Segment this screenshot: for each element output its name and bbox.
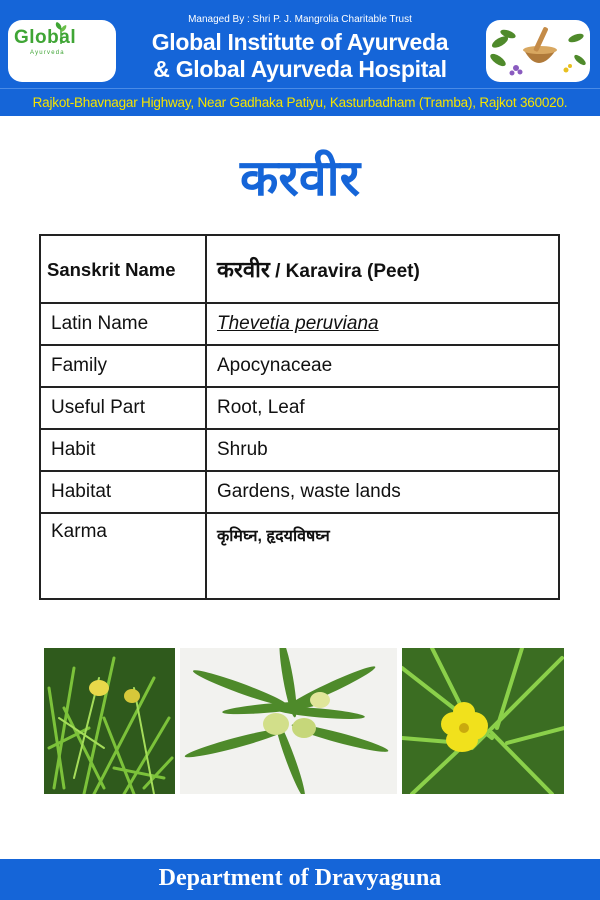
latin-name-text: Thevetia peruviana xyxy=(217,313,379,334)
table-row xyxy=(40,345,559,387)
habit-label: Habit xyxy=(40,429,206,471)
family-label: Family xyxy=(40,345,206,387)
logo-subtext: Ayurveda xyxy=(30,50,65,56)
department-name: Department of Dravyaguna xyxy=(158,865,442,891)
table-row xyxy=(40,471,559,513)
karma-label: Karma xyxy=(40,513,206,599)
karma-value: कृमिघ्न, हृदयविषघ्न xyxy=(206,513,559,599)
latin-name-value xyxy=(206,303,559,345)
sanskrit-name-value xyxy=(206,235,559,303)
sanskrit-name-label: Sanskrit Name xyxy=(40,235,206,303)
address-bar xyxy=(0,88,600,116)
thevetia-bush-photo xyxy=(44,648,175,794)
header-banner xyxy=(0,0,600,88)
family-value: Apocynaceae xyxy=(206,345,559,387)
table-row xyxy=(40,303,559,345)
sanskrit-name-hindi: करवीर xyxy=(217,257,270,282)
useful-part-value: Root, Leaf xyxy=(206,387,559,429)
institute-title: Global Institute of Ayurveda xyxy=(151,29,449,55)
table-row xyxy=(40,513,559,599)
table-row xyxy=(40,429,559,471)
latin-name-label: Latin Name xyxy=(40,303,206,345)
table-row xyxy=(40,235,559,303)
plant-name-heading: करवीर xyxy=(239,150,361,206)
address-text: Rajkot-Bhavnagar Highway, Near Gadhaka Patiyu, Kasturbadham (Tramba), Rajkot 360020. xyxy=(32,95,568,110)
managed-by-text: Managed By : Shri P. J. Mangrolia Charitable Trust xyxy=(188,14,412,25)
thevetia-leaves-fruit-photo xyxy=(180,648,397,794)
plant-info-table xyxy=(39,234,560,600)
herbs-mortar-image xyxy=(486,20,590,82)
thevetia-yellow-flower-photo xyxy=(402,648,564,794)
logo-wordmark: Global xyxy=(14,27,77,48)
footer-banner xyxy=(0,859,600,900)
sanskrit-name-translit: / Karavira (Peet) xyxy=(269,261,420,282)
habit-value: Shrub xyxy=(206,429,559,471)
habitat-label: Habitat xyxy=(40,471,206,513)
habitat-value: Gardens, waste lands xyxy=(206,471,559,513)
table-row xyxy=(40,387,559,429)
useful-part-label: Useful Part xyxy=(40,387,206,429)
hospital-title: & Global Ayurveda Hospital xyxy=(153,56,447,82)
